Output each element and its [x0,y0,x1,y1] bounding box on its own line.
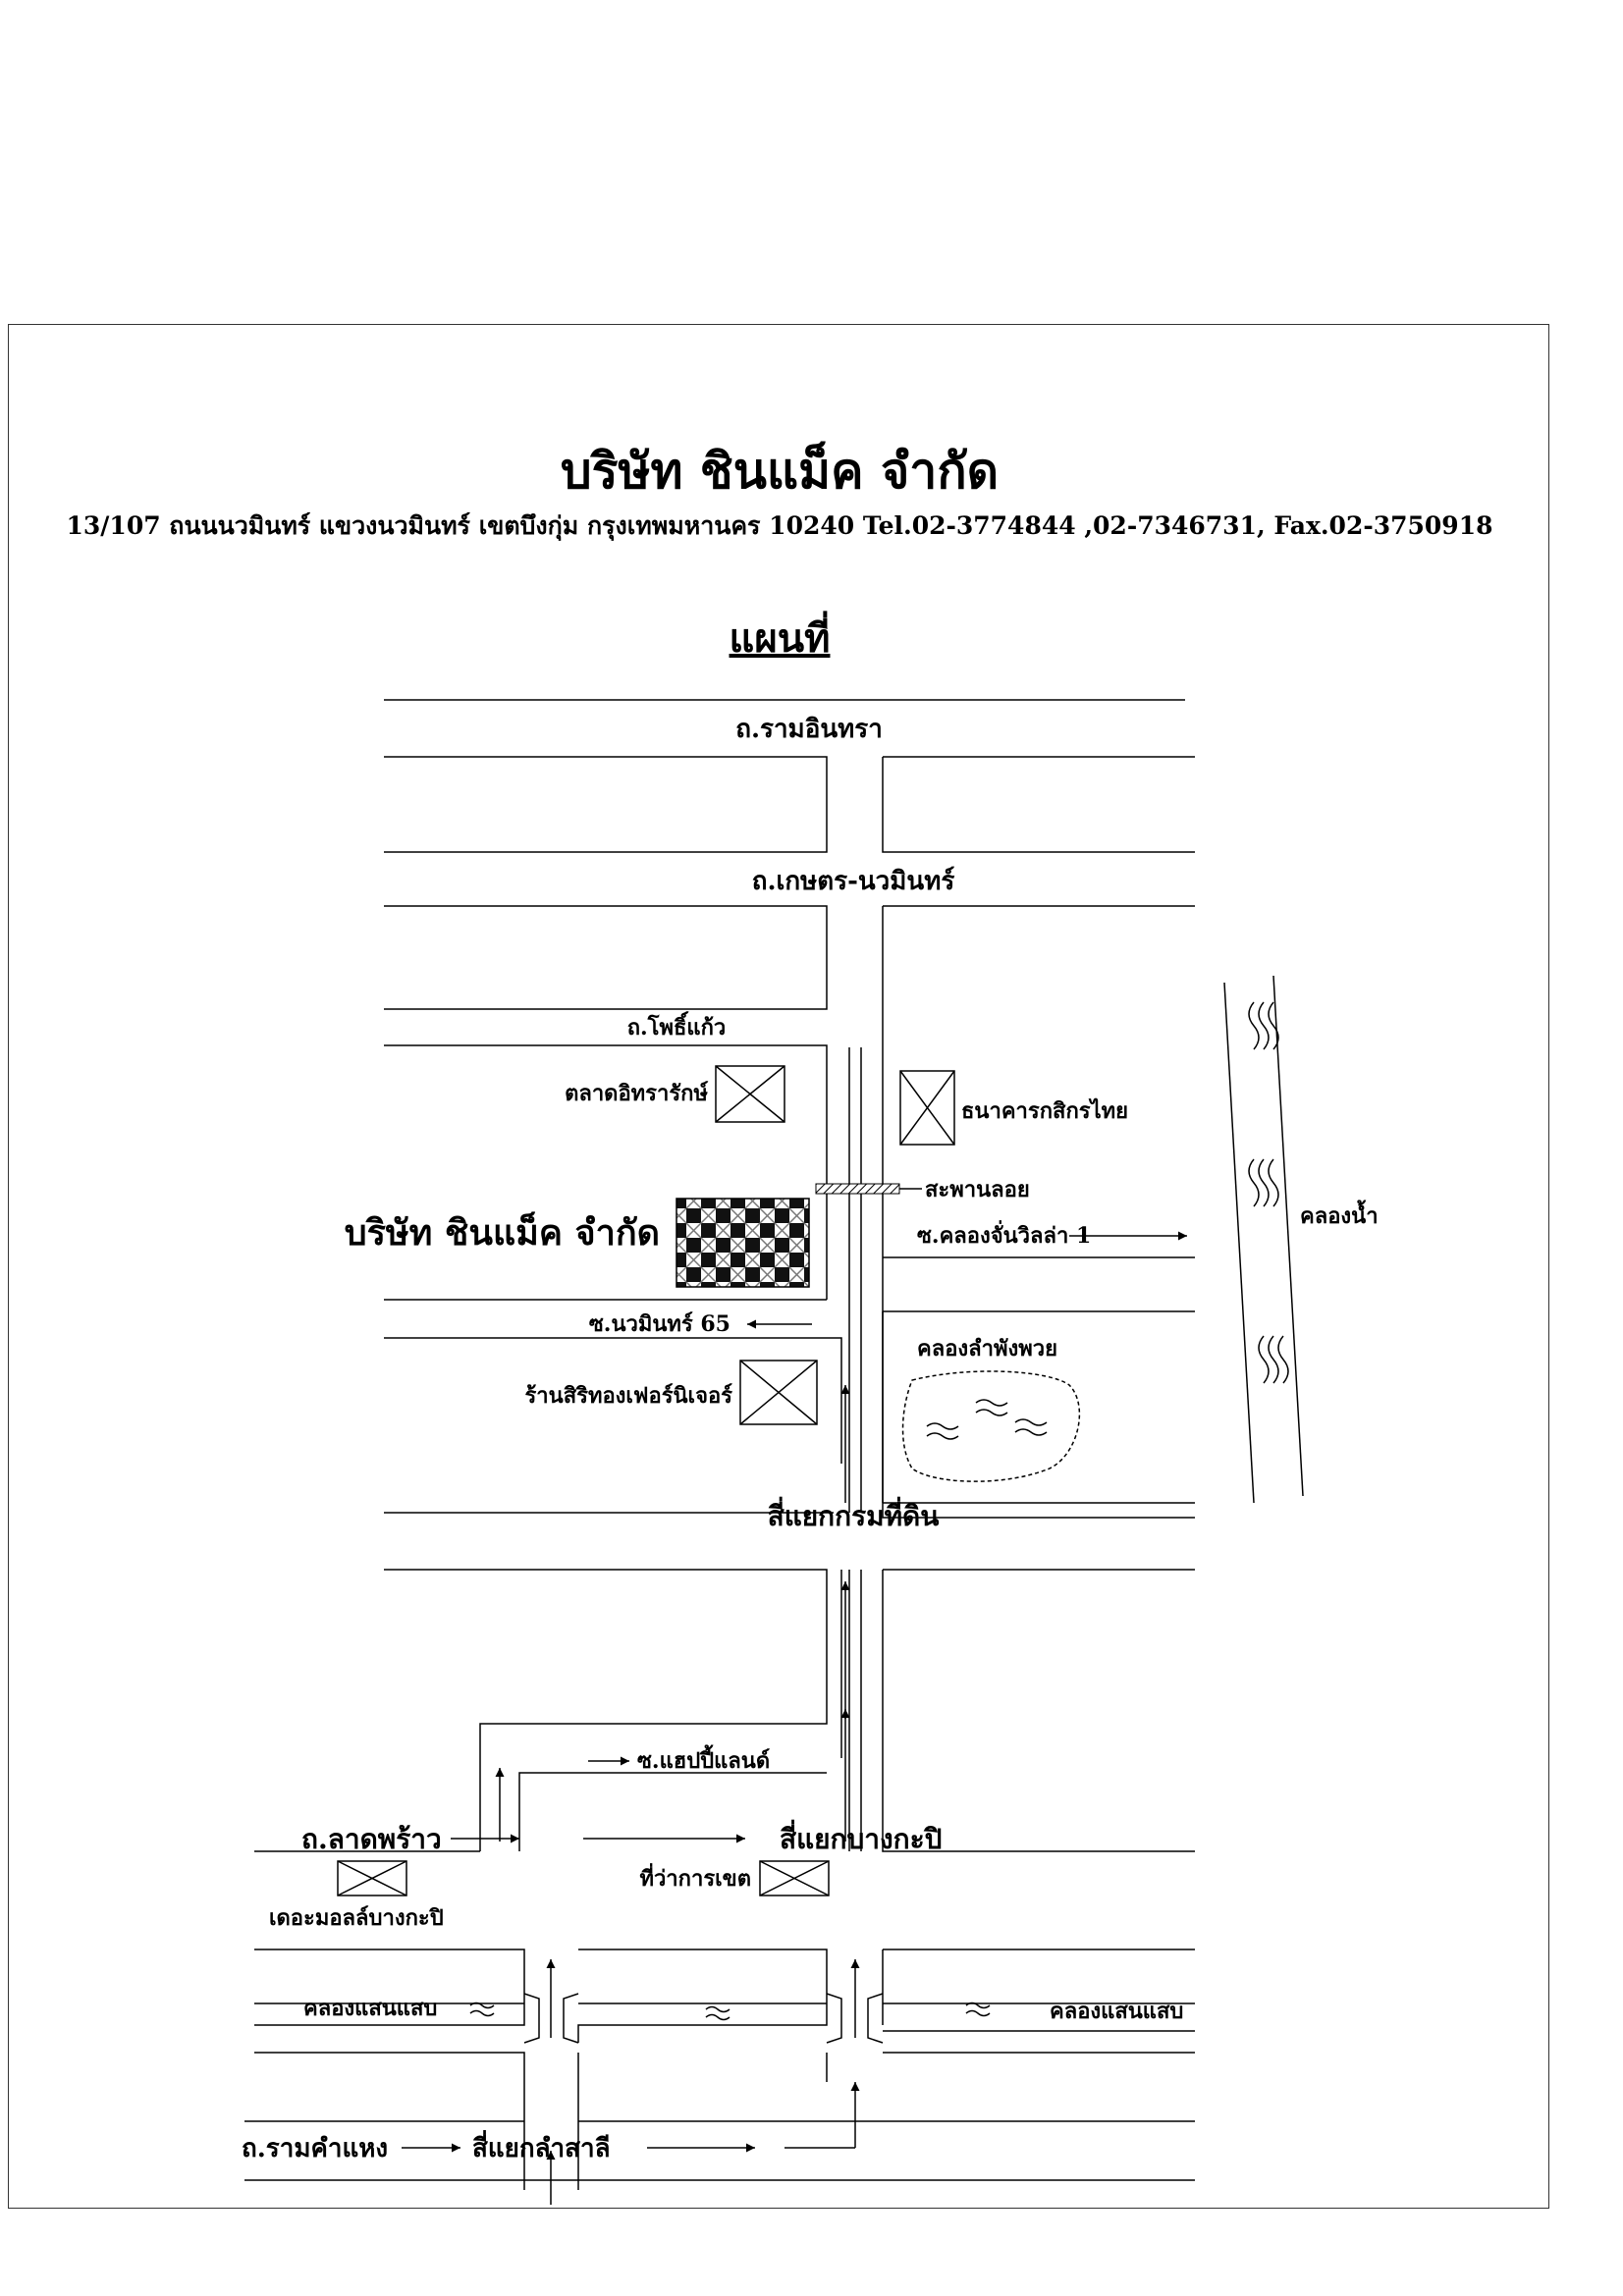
label-bangkapi: สี่แยกบางกะปิ [780,1823,943,1855]
label-furniture: ร้านสิริทองเฟอร์นิเจอร์ [524,1383,732,1409]
wave-pond-1 [976,1400,1007,1415]
wave-pond-2 [927,1423,958,1439]
district-office-box [760,1861,829,1896]
label-saen-saep-left: คลองแสนแสบ [303,1996,438,2021]
company-address: 13/107 ถนนนวมินทร์ แขวงนวมินทร์ เขตบึงกุ่ม กรุงเทพมหานคร 10240 Tel.02-3774844 ,02-7346731, Fax.02-3750918 [66,511,1493,540]
label-saen-saep-right: คลองแสนแสบ [1050,1999,1184,2024]
label-kaset-nawamin: ถ.เกษตร-นวมินทร์ [751,867,955,896]
wave-canal-1 [470,2003,494,2016]
wave-east-2 [1249,1159,1278,1206]
pond [903,1371,1080,1481]
mall-box [338,1861,406,1896]
map-labels [242,715,1379,2163]
label-happy-land: ซ.แฮปปี้แลนด์ [637,1748,771,1774]
label-ramkhamhaeng: ถ.รามคำแหง [242,2134,389,2163]
wave-pond-3 [1015,1419,1047,1435]
label-bridge: สะพานลอย [925,1177,1030,1202]
footbridge [816,1184,899,1194]
company-title: บริษัท ชินแม็ค จำกัด [560,442,1000,500]
furniture-box [740,1361,817,1424]
label-pond: คลองลำพังพวย [917,1336,1057,1362]
label-soi-khlong-chan: ซ.คลองจั่นวิลล่า 1 [917,1223,1092,1249]
label-bank: ธนาคารกสิกรไทย [961,1098,1129,1124]
label-lat-phrao: ถ.ลาดพร้าว [301,1823,442,1855]
label-ram-inthra: ถ.รามอินทรา [735,715,883,744]
label-market: ตลาดอิทรารักษ์ [565,1081,708,1106]
label-lam-sali: สี่แยกลำสาลี [472,2134,611,2163]
label-kromthidin: สี่แยกกรมที่ดิน [767,1500,940,1532]
label-company-map: บริษัท ชินแม็ค จำกัด [344,1212,660,1254]
map-frame [8,324,1549,2209]
label-pho-kaeo: ถ.โพธิ์แก้ว [626,1015,727,1041]
label-district-office: ที่ว่าการเขต [639,1866,751,1892]
label-khlong-nam: คลองน้ำ [1300,1203,1379,1229]
label-the-mall: เดอะมอลล์บางกะปิ [269,1905,444,1931]
label-soi-nawamin-65: ซ.นวมินทร์ 65 [588,1311,730,1337]
market-box [716,1066,784,1122]
location-map [9,325,1550,2210]
wave-canal-3 [966,2003,990,2016]
map-heading: แผนที่ [729,615,831,662]
wave-east-3 [1259,1336,1288,1383]
wave-east-1 [1249,1002,1278,1049]
wave-canal-2 [706,2007,730,2020]
company-building [676,1199,809,1287]
bank-box [900,1071,954,1145]
road-network [244,700,1303,2190]
